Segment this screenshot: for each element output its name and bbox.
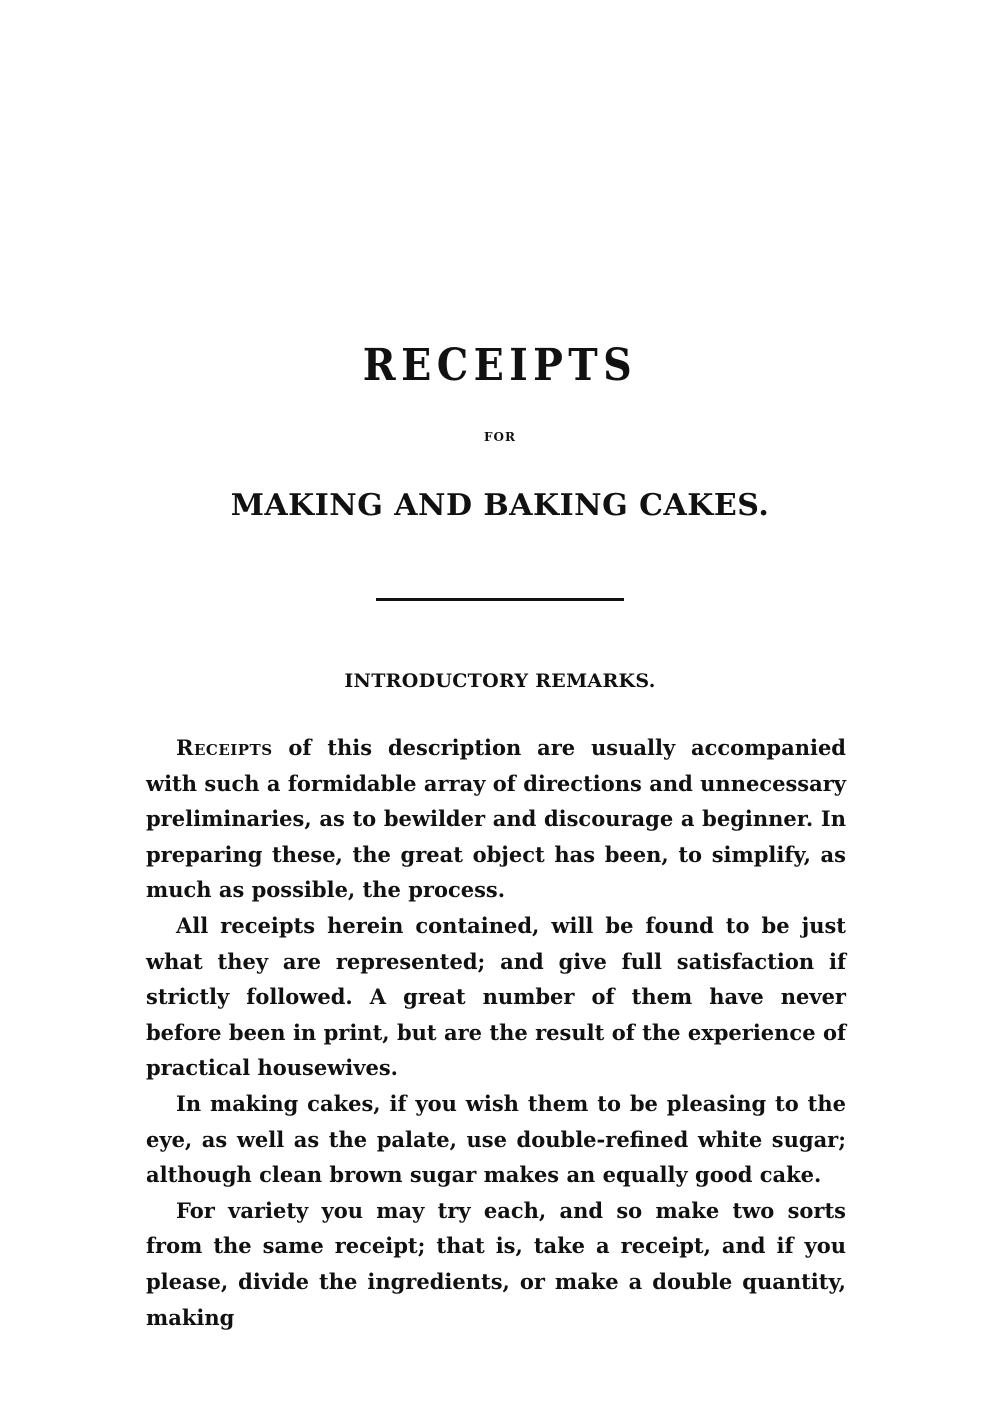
paragraph [146,908,846,1086]
page-subtitle: MAKING AND BAKING CAKES. [230,488,770,523]
paragraph [146,1193,846,1335]
body-text [146,730,846,1335]
title-connector: FOR [484,430,516,444]
paragraph-text: All receipts herein contained, will be found to be just what they are represented; and give full satisfaction if strictly followed. A great number of them have never before been in print, but are the result of the experience of practical housewives. [146,912,846,1081]
paragraph-text: For variety you may try each, and so make two sorts from the same receipt; that is, take a receipt, and if you please, divide the ingredients, or make a double quantity, making [146,1197,846,1330]
paragraph-text: In making cakes, if you wish them to be pleasing to the eye, as well as the palate, use double-refined white sugar; although clean brown sugar makes an equally good cake. [146,1090,846,1188]
section-heading: INTRODUCTORY REMARKS. [344,670,656,692]
section-divider [376,598,624,601]
paragraph-text: of this description are usually accompanied with such a formidable array of directions and unnecessary preliminaries, as to bewilder and discourage a beginner. In preparing these, the great object has been, to simplify, as much as possible, the process. [146,735,846,903]
page-title: RECEIPTS [362,340,638,391]
paragraph-lead-word: Receipts [176,735,273,760]
paragraph [146,1086,846,1193]
paragraph [146,730,846,908]
